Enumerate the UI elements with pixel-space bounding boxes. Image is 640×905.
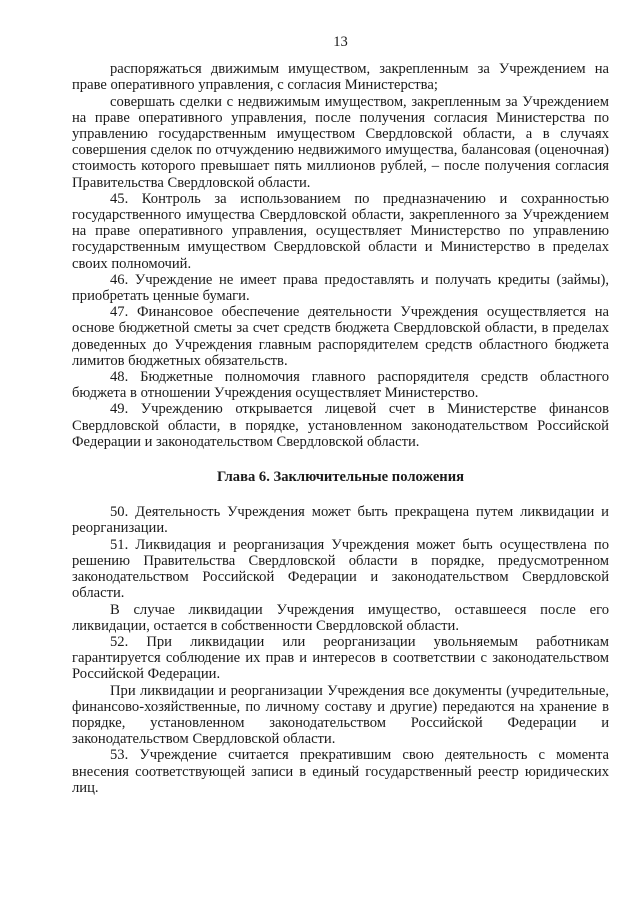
- paragraph: 51. Ликвидация и реорганизация Учреждения может быть осуществлена по решению Правительства Свердловской области в порядке, предусмотренном законодательством Российской Федерации и законодательством Свердловской области.: [72, 536, 609, 602]
- section-after: [72, 504, 609, 796]
- paragraph: совершать сделки с недвижимым имуществом, закрепленным за Учреждением на праве оперативного управления, после получения согласия Министерства по управлению государственным имуществом Свердловской области, а в случаях совершения сделок по отчуждению недвижимого имущества, балансовая (оценочная) стоимость которого превышает пять миллионов рублей, – после получения согласия Правительства Свердловской области.: [72, 93, 609, 191]
- paragraph: 47. Финансовое обеспечение деятельности Учреждения осуществляется на основе бюджетной сметы за счет средств бюджета Свердловской области, в пределах доведенных до Учреждения главным распорядителем средств областного бюджета лимитов бюджетных обязательств.: [72, 304, 609, 369]
- paragraph: 53. Учреждение считается прекратившим свою деятельность с момента внесения соответствующей записи в единый государственный реестр юридических лиц.: [72, 747, 609, 796]
- paragraph: 52. При ликвидации или реорганизации увольняемым работникам гарантируется соблюдение их прав и интересов в соответствии с законодательством Российской Федерации.: [72, 633, 609, 683]
- paragraph: 48. Бюджетные полномочия главного распорядителя средств областного бюджета в отношении Учреждения осуществляет Министерство.: [72, 369, 609, 402]
- paragraph: В случае ликвидации Учреждения имущество, оставшееся после его ликвидации, остается в собственности Свердловской области.: [72, 601, 609, 634]
- chapter-heading: Глава 6. Заключительные положения: [216, 469, 465, 486]
- document-page: [72, 34, 609, 796]
- section-before: [72, 61, 609, 450]
- paragraph: распоряжаться движимым имуществом, закрепленным за Учреждением на праве оперативного управления, с согласия Министерства;: [72, 61, 609, 94]
- paragraph: При ликвидации и реорганизации Учреждения все документы (учредительные, финансово-хозяйственные, по личному составу и другие) передаются на хранение в порядке, установленном законодательством Российской Федерации и законодательством Свердловской области.: [72, 682, 609, 748]
- paragraph: 45. Контроль за использованием по предназначению и сохранностью государственного имущества Свердловской области, закрепленного за Учреждением на праве оперативного управления, осуществляет Министерство по управлению государственным имуществом Свердловской области и Министерство в пределах своих полномочий.: [72, 190, 609, 272]
- paragraph: 49. Учреждению открывается лицевой счет в Министерстве финансов Свердловской области, в порядке, установленном законодательством Российской Федерации и законодательством Свердловской области.: [72, 401, 609, 450]
- paragraph: 46. Учреждение не имеет права предоставлять и получать кредиты (займы), приобретать ценные бумаги.: [72, 271, 609, 305]
- page-number: 13: [333, 34, 348, 50]
- paragraph: 50. Деятельность Учреждения может быть прекращена путем ликвидации и реорганизации.: [72, 504, 609, 537]
